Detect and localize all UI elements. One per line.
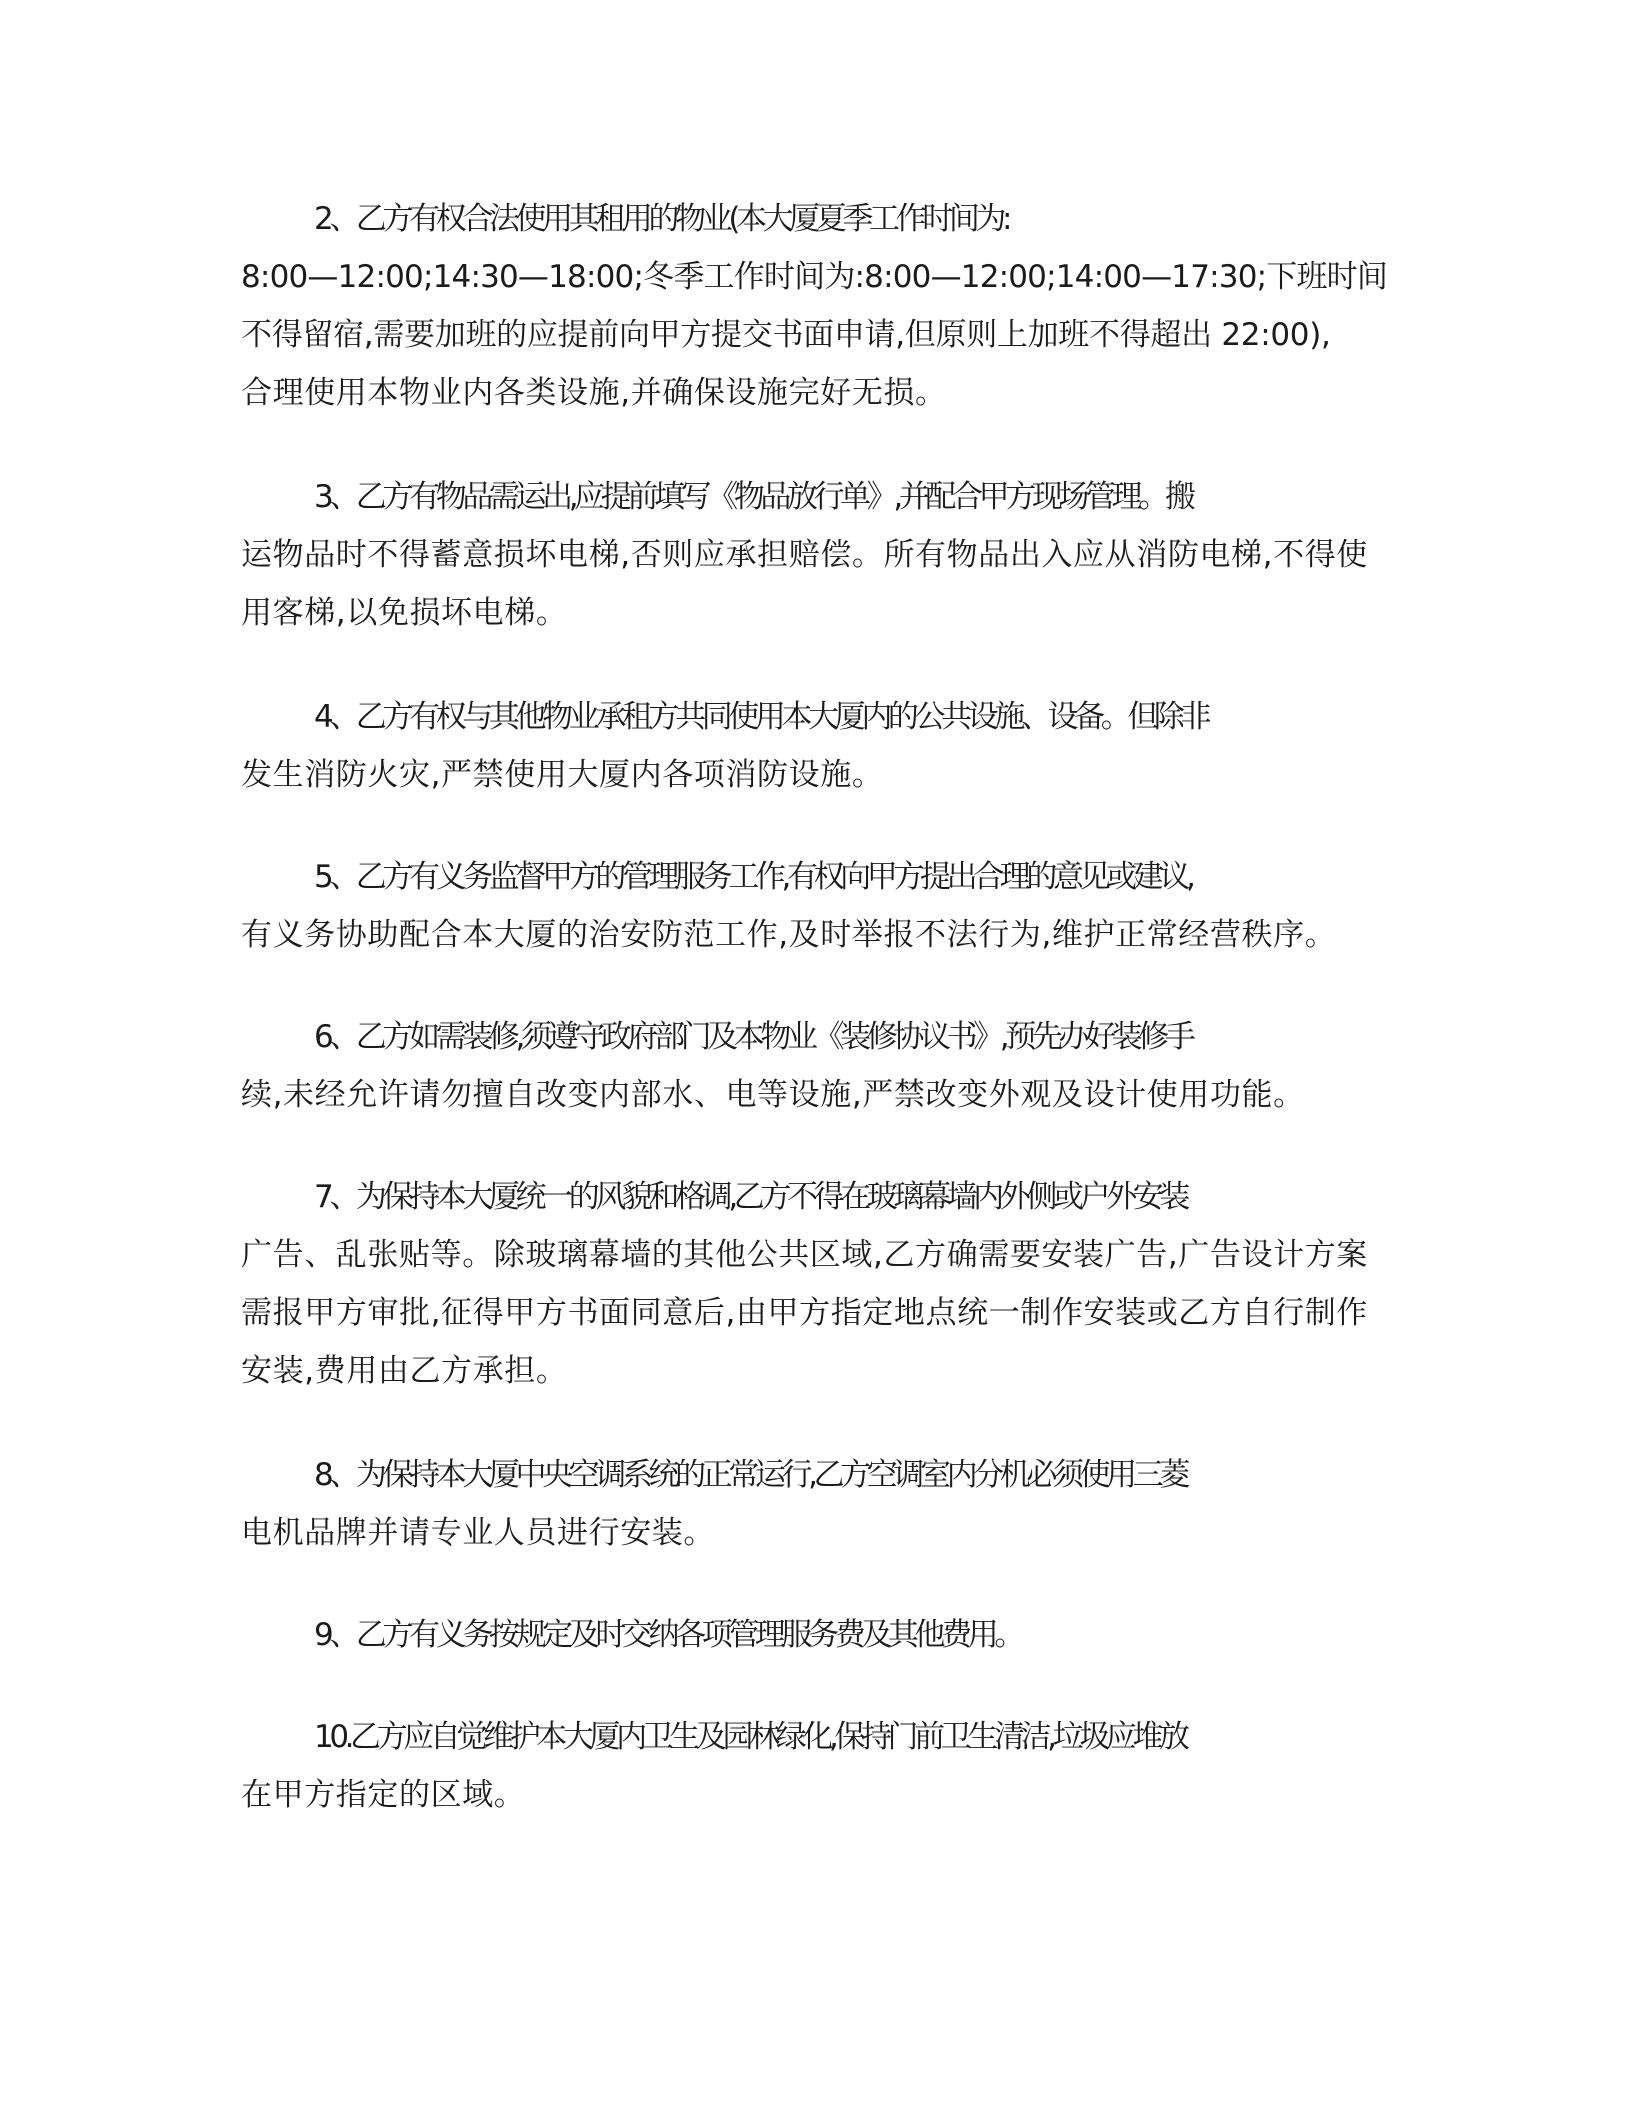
text-line: 5、乙方有义务监督甲方的管理服务工作,有权向甲方提出合理的意见或建议, bbox=[314, 859, 1192, 895]
text-line: 合理使用本物业内各类设施,并确保设施完好无损。 bbox=[241, 375, 947, 411]
text-line: 不得留宿,需要加班的应提前向甲方提交书面申请,但原则上加班不得超出 22:00), bbox=[241, 317, 1331, 353]
text-line: 在甲方指定的区域。 bbox=[241, 1777, 526, 1813]
clause-9-paragraph bbox=[241, 1606, 1391, 1664]
text-line: 4、乙方有权与其他物业承租方共同使用本大厦内的公共设施、设备。但除非 bbox=[314, 699, 1208, 735]
text-line: 10.乙方应自觉维护本大厦内卫生及园林绿化,保持门前卫生清洁,垃圾应堆放 bbox=[314, 1719, 1186, 1755]
text-line: 安装,费用由乙方承担。 bbox=[241, 1353, 568, 1389]
text-line: 续,未经允许请勿擅自改变内部水、电等设施,严禁改变外观及设计使用功能。 bbox=[241, 1077, 1305, 1113]
text-line: 8:00—12:00;14:30—18:00;冬季工作时间为:8:00—12:00;14:00—17:30;下班时间 bbox=[241, 259, 1388, 295]
text-line: 6、乙方如需装修,须遵守政府部门及本物业《装修协议书》,预先办好装修手 bbox=[314, 1019, 1192, 1055]
text-line: 电机品牌并请专业人员进行安装。 bbox=[241, 1515, 715, 1551]
text-line: 广告、乱张贴等。除玻璃幕墙的其他公共区域,乙方确需要安装广告,广告设计方案 bbox=[241, 1237, 1368, 1273]
text-line: 8、为保持本大厦中央空调系统的正常运行,乙方空调室内分机必须使用三菱 bbox=[314, 1457, 1186, 1493]
text-line: 3、乙方有物品需运出,应提前填写《物品放行单》,并配合甲方现场管理。搬 bbox=[314, 479, 1192, 515]
text-line: 2、乙方有权合法使用其租用的物业(本大厦夏季工作时间为: bbox=[314, 201, 1009, 237]
text-line: 需报甲方审批,征得甲方书面同意后,由甲方指定地点统一制作安装或乙方自行制作 bbox=[241, 1295, 1368, 1331]
clause-5-paragraph bbox=[241, 848, 1391, 964]
clause-10-paragraph bbox=[241, 1708, 1391, 1824]
text-line: 用客梯,以免损坏电梯。 bbox=[241, 595, 568, 631]
clause-6-paragraph bbox=[241, 1008, 1391, 1124]
clause-7-paragraph bbox=[241, 1168, 1391, 1400]
text-line: 运物品时不得蓄意损坏电梯,否则应承担赔偿。所有物品出入应从消防电梯,不得使 bbox=[241, 537, 1368, 573]
text-line: 9、乙方有义务按规定及时交纳各项管理服务费及其他费用。 bbox=[314, 1617, 1021, 1653]
clause-2-paragraph bbox=[241, 190, 1391, 422]
clause-4-paragraph bbox=[241, 688, 1391, 804]
text-line: 7、为保持本大厦统一的风貌和格调,乙方不得在玻璃幕墙内外侧或户外安装 bbox=[314, 1179, 1186, 1215]
text-line: 有义务协助配合本大厦的治安防范工作,及时举报不法行为,维护正常经营秩序。 bbox=[241, 917, 1337, 953]
clause-3-paragraph bbox=[241, 468, 1391, 642]
clause-8-paragraph bbox=[241, 1446, 1391, 1562]
text-line: 发生消防火灾,严禁使用大厦内各项消防设施。 bbox=[241, 757, 884, 793]
